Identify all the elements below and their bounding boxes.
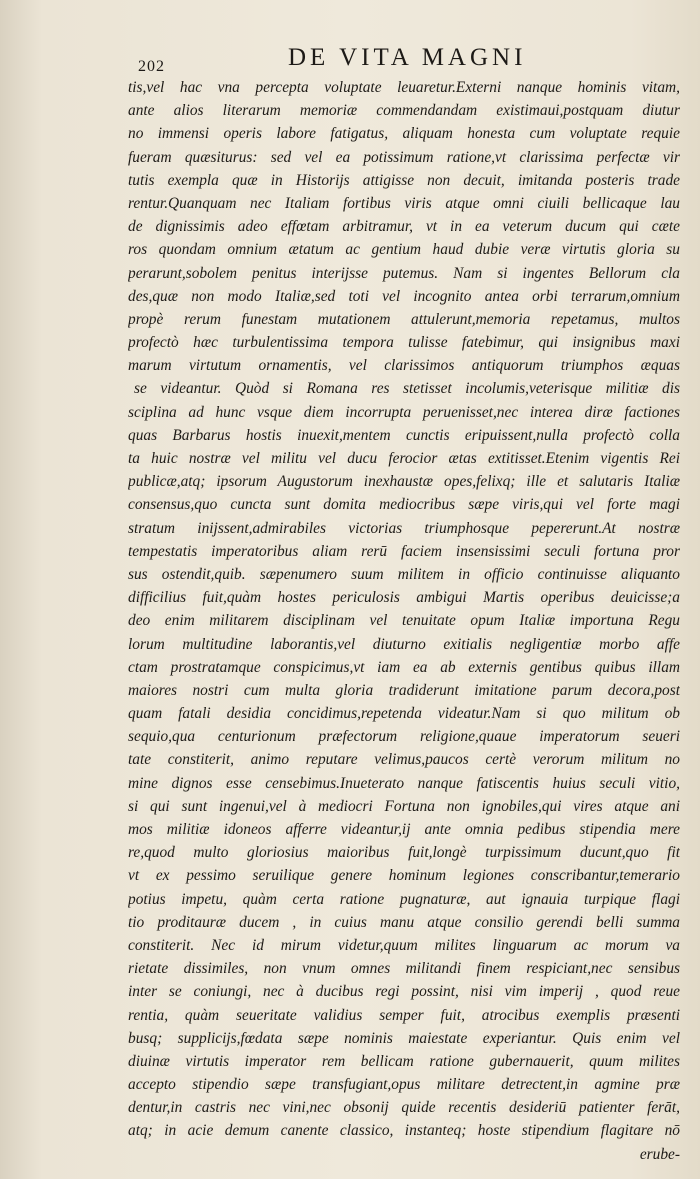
text-line: si qui sunt ingenui,vel à mediocri Fortuna non ignobiles,qui vires atque ani bbox=[128, 797, 680, 815]
page-number: 202 bbox=[138, 58, 165, 75]
text-line: ros quondam omnium ætatum ac gentium haud dubie veræ virtutis gloria su bbox=[128, 241, 680, 259]
text-line: rentur.Quanquam nec Italiam fortibus viris atque omni ciuili bellicaque lau bbox=[128, 194, 680, 212]
body-text bbox=[128, 76, 680, 1166]
text-line: atq; in acie demum canente classico, instanteq; hoste stipendium flagitare nō bbox=[128, 1122, 680, 1140]
text-line: quas Barbarus hostis inuexit,mentem cunctis eripuissent,nulla profectò colla bbox=[128, 426, 680, 444]
text-line: constiterit. Nec id mirum videtur,quum milites linguarum ac morum va bbox=[128, 936, 680, 954]
text-line: tis,vel hac vna percepta voluptate leuaretur.Externi nanque hominis vitam, bbox=[128, 79, 680, 96]
text-line: des,quæ non modo Italiæ,sed toti vel incognito antea orbi terrarum,omnium bbox=[128, 287, 680, 305]
text-line: potius impetu, quàm certa ratione pugnaturæ, aut ignauia turpique flagi bbox=[128, 890, 680, 908]
text-line: mos militiæ idoneos afferre videantur,ij ante omnia pedibus stipendia mere bbox=[128, 821, 680, 838]
text-line: tempestatis imperatoribus aliam rerū faciem insensissimi seculi fortuna pror bbox=[128, 542, 680, 560]
text-line: de dignissimis adeo effœtam arbitramur, vt in ea veterum ducum qui cæte bbox=[128, 218, 680, 236]
text-line: inter se coniungi, nec à ducibus regi possint, nisi vim imperij , quod reue bbox=[128, 983, 680, 1001]
text-line: rietate dissimiles, non vnum omnes militandi finem respiciant,nec sensibus bbox=[128, 960, 680, 978]
text-line: tio proditauræ ducem , in cuius manu atque consilio gerendi belli summa bbox=[128, 913, 680, 931]
text-line: re,quod multo gloriosius maioribus fuit,longè turpissimum ducunt,quo fit bbox=[128, 844, 680, 862]
running-title: DE VITA MAGNI bbox=[288, 44, 527, 71]
text-line: diuinæ virtutis imperator rem bellicam ratione gubernauerit, quum milites bbox=[128, 1052, 680, 1070]
text-line: ctam prostratamque conspicimus,vt iam ea ab externis gentibus quibus illam bbox=[128, 658, 680, 676]
page-header bbox=[138, 36, 678, 76]
text-line: maiores nostri cum multa gloria tradiderunt imitatione parum decora,post bbox=[128, 681, 680, 699]
text-line: stratum inijssent,admirabiles victorias triumphosque pepererunt.At nostræ bbox=[128, 519, 680, 537]
text-line: perarunt,sobolem penitus interijsse putemus. Nam si ingentes Bellorum cla bbox=[128, 264, 680, 282]
text-line: sequio,qua centurionum præfectorum religione,quaue imperatorum seueri bbox=[128, 728, 680, 746]
text-line: propè rerum funestam mutationem attulerunt,memoria repetamus, multos bbox=[128, 310, 680, 328]
text-line: no immensi operis labore fatigatus, aliquam honesta cum voluptate requie bbox=[128, 125, 680, 143]
text-line: tutis exempla quæ in Historijs attigisse non decuit, imitanda posteris trade bbox=[128, 171, 680, 189]
text-line: lorum multitudine laborantis,vel diuturno exitialis negligentiæ morbo affe bbox=[128, 635, 680, 653]
text-line: consensus,quo cuncta sunt domita mediocribus sæpe viris,qui vel forte magi bbox=[128, 496, 680, 514]
text-line: sus ostendit,quib. sæpenumero suum militem in officio continuisse aliquanto bbox=[128, 565, 680, 583]
text-line: mine dignos esse censebimus.Inueterato nanque fatiscentis huius seculi vitio, bbox=[128, 774, 680, 792]
text-line: se videantur. Quòd si Romana res stetisset incolumis,veterisque militiæ dis bbox=[134, 380, 680, 398]
text-line: rentia, quàm seueritate validius semper fuit, atrocibus exemplis præsenti bbox=[128, 1006, 680, 1024]
text-line: dentur,in castris nec vini,nec obsonij quide recentis desideriū patienter ferāt, bbox=[128, 1099, 680, 1117]
text-line: marum virtutum ornamentis, vel clarissimos antiquorum triumphos æquas bbox=[128, 357, 680, 375]
text-line: quam fatali desidia concidimus,repetenda videatur.Nam si quo militum ob bbox=[128, 705, 680, 723]
text-line: busq; supplicijs,fœdata sæpe nominis maiestate experiantur. Quis enim vel bbox=[128, 1029, 680, 1047]
text-line: difficilius fuit,quàm hostes periculosis ambigui Martis operibus deuicisse;a bbox=[128, 589, 680, 607]
text-line: fueram quæsiturus: sed vel ea potissimum ratione,vt clarissima perfectæ vir bbox=[128, 148, 680, 166]
text-line: sciplina ad hunc vsque diem incorrupta peruenisset,nec interea diræ factiones bbox=[128, 403, 680, 421]
catchword: erube- bbox=[639, 1145, 680, 1163]
text-line: accepto stipendio sæpe transfugiant,opus militare detrectent,in agmine præ bbox=[128, 1076, 680, 1094]
text-line: vt ex pessimo seruilique genere hominum legiones conscribantur,temerario bbox=[128, 867, 680, 885]
text-line: publicæ,atq; ipsorum Augustorum inexhaustæ opes,felixq; ille et salutaris Italiæ bbox=[128, 473, 680, 491]
text-line: ta huic nostræ vel militu vel ducu ferocior ætas extitisset.Etenim vigentis Rei bbox=[128, 450, 680, 467]
text-line: deo enim militarem disciplinam vel tenuitate opum Italiæ importuna Regu bbox=[128, 612, 680, 630]
text-line: tate constiterit, animo reputare velimus,paucos certè verorum militum no bbox=[128, 751, 680, 769]
text-line: ante alios literarum memoriæ commendandam existimaui,postquam diutur bbox=[128, 102, 680, 120]
text-line: profectò hæc turbulentissima tempora tulisse fatebimur, qui insignibus maxi bbox=[128, 334, 680, 352]
